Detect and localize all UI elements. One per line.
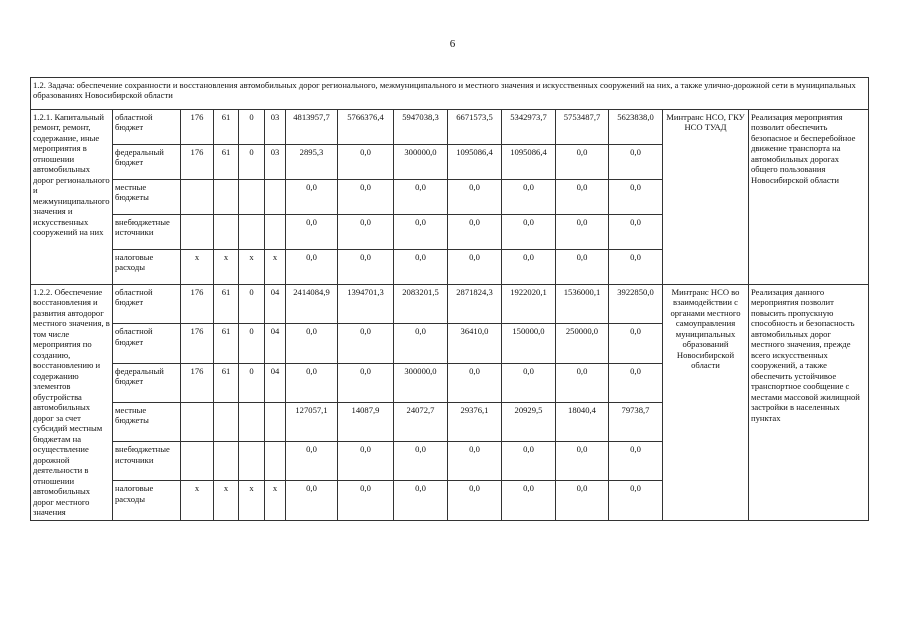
task-header: 1.2. Задача: обеспечение сохранности и восстановления автомобильных дорог регионального, межмуниципального и местного значения и искусственных сооружений на них, а также улично-дорожной сети в муниципальных образованиях Новосибирской области	[31, 78, 869, 110]
amount-cell: 0,0	[338, 250, 394, 285]
amount-cell: 0,0	[609, 324, 663, 363]
executor: Минтранс НСО во взаимодействии с органами местного самоуправления муниципальных образований Новосибирской области	[663, 285, 749, 521]
budget-code: 176	[181, 110, 214, 145]
budget-code: 176	[181, 285, 214, 324]
amount-cell: 0,0	[338, 363, 394, 402]
funding-source: областной бюджет	[113, 285, 181, 324]
amount-cell: 0,0	[502, 363, 556, 402]
amount-cell: 2871824,3	[448, 285, 502, 324]
amount-cell: 127057,1	[286, 402, 338, 441]
amount-cell: 0,0	[338, 180, 394, 215]
amount-cell: 1095086,4	[502, 145, 556, 180]
amount-cell: 0,0	[394, 250, 448, 285]
budget-code: 04	[265, 324, 286, 363]
budget-code: 0	[239, 285, 265, 324]
budget-code	[181, 402, 214, 441]
budget-code: х	[265, 481, 286, 520]
budget-code: 61	[214, 110, 239, 145]
expected-result: Реализация мероприятия позволит обеспечить безопасное и бесперебойное движение транспорта на автомобильных дорогах общего пользования Новосибирской области	[749, 110, 869, 285]
amount-cell: 0,0	[609, 481, 663, 520]
budget-code: 0	[239, 145, 265, 180]
executor: Минтранс НСО, ГКУ НСО ТУАД	[663, 110, 749, 285]
budget-code	[239, 442, 265, 481]
amount-cell: 0,0	[394, 442, 448, 481]
amount-cell: 20929,5	[502, 402, 556, 441]
table-row	[31, 285, 869, 324]
amount-cell: 0,0	[448, 442, 502, 481]
budget-code: 0	[239, 110, 265, 145]
amount-cell: 4813957,7	[286, 110, 338, 145]
amount-cell: 0,0	[556, 215, 609, 250]
amount-cell: 0,0	[609, 442, 663, 481]
measure-name: 1.2.1. Капитальный ремонт, ремонт, содержание, иные мероприятия в отношении автомобильных дорог регионального и межмуниципального значения и искусственных сооружений на них	[31, 110, 113, 285]
amount-cell: 0,0	[556, 442, 609, 481]
amount-cell: 36410,0	[448, 324, 502, 363]
amount-cell: 0,0	[556, 180, 609, 215]
table-row	[31, 110, 869, 145]
amount-cell: 5753487,7	[556, 110, 609, 145]
amount-cell: 0,0	[286, 324, 338, 363]
amount-cell: 2414084,9	[286, 285, 338, 324]
amount-cell: 0,0	[338, 481, 394, 520]
amount-cell: 18040,4	[556, 402, 609, 441]
amount-cell: 250000,0	[556, 324, 609, 363]
funding-source: местные бюджеты	[113, 180, 181, 215]
amount-cell: 24072,7	[394, 402, 448, 441]
budget-code	[181, 215, 214, 250]
amount-cell: 0,0	[338, 324, 394, 363]
budget-code: х	[239, 250, 265, 285]
amount-cell: 0,0	[502, 180, 556, 215]
budget-code	[181, 180, 214, 215]
amount-cell: 150000,0	[502, 324, 556, 363]
amount-cell: 0,0	[448, 363, 502, 402]
funding-source: федеральный бюджет	[113, 145, 181, 180]
budget-code: 03	[265, 145, 286, 180]
amount-cell: 0,0	[286, 180, 338, 215]
budget-code: х	[265, 250, 286, 285]
expected-result: Реализация данного мероприятия позволит повысить пропускную способность и безопасность автомобильных дорог местного значения, прежде всего искусственных сооружений, а также обеспечить устойчивое транспортное сообщение с местами массовой жилищной застройки в населенных пунктах	[749, 285, 869, 521]
funding-source: областной бюджет	[113, 324, 181, 363]
amount-cell: 29376,1	[448, 402, 502, 441]
funding-source: внебюджетные источники	[113, 215, 181, 250]
funding-source: областной бюджет	[113, 110, 181, 145]
amount-cell: 0,0	[338, 215, 394, 250]
amount-cell: 5623838,0	[609, 110, 663, 145]
amount-cell: 0,0	[502, 442, 556, 481]
budget-code: 61	[214, 145, 239, 180]
amount-cell: 3922850,0	[609, 285, 663, 324]
amount-cell: 0,0	[338, 145, 394, 180]
amount-cell: 1394701,3	[338, 285, 394, 324]
budget-code	[265, 442, 286, 481]
budget-code: 0	[239, 363, 265, 402]
amount-cell: 0,0	[502, 250, 556, 285]
amount-cell: 0,0	[609, 180, 663, 215]
amount-cell: 0,0	[394, 481, 448, 520]
amount-cell: 5766376,4	[338, 110, 394, 145]
amount-cell: 0,0	[502, 215, 556, 250]
budget-code	[214, 402, 239, 441]
amount-cell: 1095086,4	[448, 145, 502, 180]
amount-cell: 0,0	[448, 215, 502, 250]
budget-code	[265, 402, 286, 441]
funding-source: федеральный бюджет	[113, 363, 181, 402]
amount-cell: 0,0	[609, 363, 663, 402]
budget-code: 61	[214, 363, 239, 402]
amount-cell: 0,0	[286, 215, 338, 250]
budget-code	[239, 180, 265, 215]
budget-code: 04	[265, 285, 286, 324]
budget-code: 04	[265, 363, 286, 402]
amount-cell: 0,0	[556, 363, 609, 402]
amount-cell: 1922020,1	[502, 285, 556, 324]
amount-cell: 0,0	[448, 481, 502, 520]
budget-code: х	[181, 481, 214, 520]
amount-cell: 0,0	[448, 250, 502, 285]
budget-code: 61	[214, 285, 239, 324]
budget-code: 03	[265, 110, 286, 145]
amount-cell: 0,0	[394, 180, 448, 215]
funding-source: налоговые расходы	[113, 250, 181, 285]
amount-cell: 0,0	[448, 180, 502, 215]
budget-code	[239, 215, 265, 250]
amount-cell: 0,0	[609, 145, 663, 180]
amount-cell: 6671573,5	[448, 110, 502, 145]
amount-cell: 0,0	[609, 250, 663, 285]
page-number: 6	[449, 38, 456, 50]
amount-cell: 0,0	[286, 442, 338, 481]
budget-code: 176	[181, 145, 214, 180]
amount-cell: 1536000,1	[556, 285, 609, 324]
task-header-row	[31, 78, 869, 110]
amount-cell: 0,0	[556, 145, 609, 180]
budget-code	[239, 402, 265, 441]
amount-cell: 300000,0	[394, 363, 448, 402]
budget-code: 0	[239, 324, 265, 363]
budget-code: 176	[181, 324, 214, 363]
measure-name: 1.2.2. Обеспечение восстановления и развития автодорог местного значения, в том числе мероприятия по созданию, восстановлению и содержанию элементов обустройства автомобильных дорог за счет субсидий местным бюджетам на осуществление дорожной деятельности в отношении автомобильных дорог местного значения	[31, 285, 113, 521]
amount-cell: 79738,7	[609, 402, 663, 441]
amount-cell: 0,0	[394, 324, 448, 363]
amount-cell: 2895,3	[286, 145, 338, 180]
funding-source: местные бюджеты	[113, 402, 181, 441]
amount-cell: 0,0	[609, 215, 663, 250]
budget-code	[181, 442, 214, 481]
funding-source: внебюджетные источники	[113, 442, 181, 481]
amount-cell: 5947038,3	[394, 110, 448, 145]
program-table	[30, 77, 869, 521]
amount-cell: 0,0	[556, 481, 609, 520]
amount-cell: 5342973,7	[502, 110, 556, 145]
budget-code: 61	[214, 324, 239, 363]
amount-cell: 300000,0	[394, 145, 448, 180]
amount-cell: 0,0	[286, 250, 338, 285]
budget-code	[265, 180, 286, 215]
amount-cell: 0,0	[394, 215, 448, 250]
amount-cell: 0,0	[338, 442, 394, 481]
budget-code: 176	[181, 363, 214, 402]
amount-cell: 0,0	[502, 481, 556, 520]
budget-code: х	[214, 250, 239, 285]
amount-cell: 0,0	[286, 363, 338, 402]
amount-cell: 2083201,5	[394, 285, 448, 324]
budget-code: х	[214, 481, 239, 520]
budget-code	[265, 215, 286, 250]
amount-cell: 14087,9	[338, 402, 394, 441]
amount-cell: 0,0	[556, 250, 609, 285]
budget-code	[214, 180, 239, 215]
amount-cell: 0,0	[286, 481, 338, 520]
budget-code	[214, 215, 239, 250]
funding-source: налоговые расходы	[113, 481, 181, 520]
budget-code	[214, 442, 239, 481]
budget-code: х	[181, 250, 214, 285]
budget-code: х	[239, 481, 265, 520]
